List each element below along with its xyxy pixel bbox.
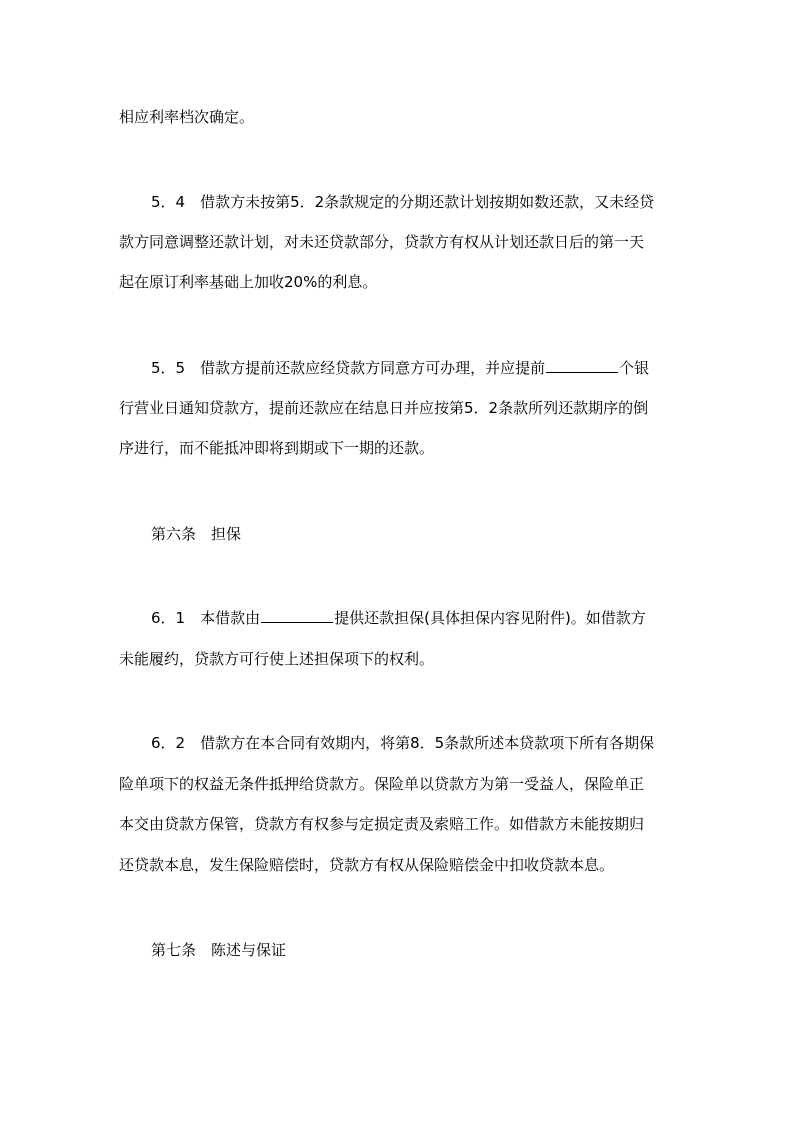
clause-6-2-line-1: 6．2 借款方在本合同有效期内，将第8．5条款所述本贷款项下所有各期保: [151, 734, 655, 752]
article-6-heading: 第六条 担保: [151, 525, 242, 543]
clause-6-2-line-4: 还贷款本息，发生保险赔偿时，贷款方有权从保险赔偿金中扣收贷款本息。: [119, 856, 615, 874]
clause-6-1-text-a: 6．1 本借款由: [151, 609, 261, 627]
clause-5-4-line-1: 5．4 借款方未按第5．2条款规定的分期还款计划按期如数还款，又未经贷: [151, 193, 655, 211]
clause-5-5-text-b: 个银: [619, 359, 650, 377]
clause-6-1-text-b: 提供还款担保(具体担保内容见附件)。如借款方: [334, 609, 646, 627]
clause-5-5-line-1: [151, 358, 649, 378]
article-7-heading: 第七条 陈述与保证: [151, 941, 287, 959]
fill-in-blank: [546, 358, 618, 373]
clause-6-1-line-2: 未能履约，贷款方可行使上述担保项下的权利。: [119, 650, 435, 668]
clause-5-5-text-a: 5．5 借款方提前还款应经贷款方同意方可办理，并应提前: [151, 359, 546, 377]
clause-5-4-line-3: 起在原订利率基础上加收20%的利息。: [119, 273, 378, 291]
clause-6-2-line-3: 本交由贷款方保管，贷款方有权参与定损定责及索赔工作。如借款方未能按期归: [119, 815, 645, 833]
fill-in-blank: [261, 608, 333, 623]
clause-5-5-line-3: 序进行，而不能抵冲即将到期或下一期的还款。: [119, 439, 435, 457]
clause-5-5-line-2: 行营业日通知贷款方，提前还款应在结息日并应按第5．2条款所列还款期序的倒: [119, 399, 649, 417]
clause-5-4-line-2: 款方同意调整还款计划，对未还贷款部分，贷款方有权从计划还款日后的第一天: [119, 233, 645, 251]
clause-6-1-line-1: [151, 608, 646, 628]
clause-6-2-line-2: 险单项下的权益无条件抵押给贷款方。保险单以贷款方为第一受益人，保险单正: [119, 775, 645, 793]
paragraph-line: 相应利率档次确定。: [119, 108, 255, 126]
